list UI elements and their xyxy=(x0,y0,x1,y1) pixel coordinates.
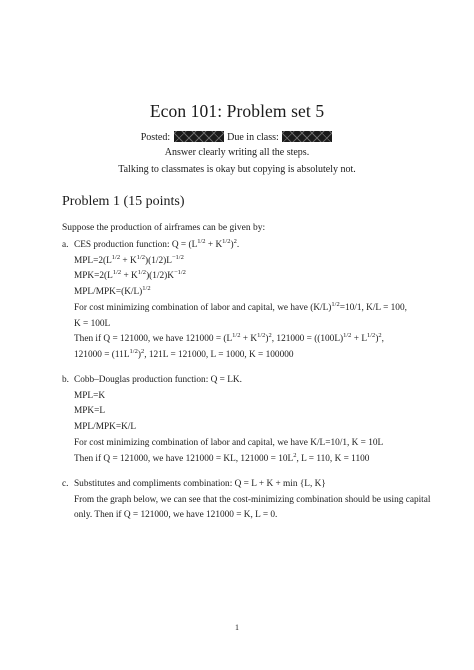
part-a-label: a. xyxy=(62,240,69,250)
redacted-posted-date xyxy=(174,131,224,142)
part-a-line-5: For cost minimizing combination of labor and capital, we have $(K/L)^{1/2}=10/1$, K/L = 100, xyxy=(74,300,407,313)
part-b-line-2: MPL=K xyxy=(74,390,106,401)
part-c-label: c. xyxy=(62,479,69,489)
instruction-line-2: Talking to classmates is okay but copying is absolutely not. xyxy=(118,164,356,175)
part-c-line-2: From the graph below, we can see that the cost-minimizing combination should be using capital xyxy=(74,494,431,505)
part-a-line-7: Then if Q = 121000, we have $121000 = (L^{1/2} + K^{1/2})^2$, $121000 = ((100L)^{1/2} + L^{1/2})^2$, xyxy=(74,332,384,345)
problem-1-intro: Suppose the production of airframes can be given by: xyxy=(62,223,266,233)
redacted-due-date xyxy=(282,131,332,142)
part-b-line-1: Cobb–Douglas production function: Q = LK. xyxy=(74,375,242,385)
part-a-line-4: MPL/$MPK=(K/L)^{1/2}$ xyxy=(74,285,151,298)
part-c-line-1: Substitutes and compliments combination: Q = L + K + min {L, K} xyxy=(74,479,326,489)
part-a-line-2: $MPL=2(L^{1/2} + K^{1/2})(1/2)L^{-1/2}$ xyxy=(74,253,184,266)
part-b-line-5: For cost minimizing combination of labor and capital, we have K/L=10/1, K = 10L xyxy=(74,437,384,448)
part-a-line-6: K = 100L xyxy=(74,318,111,329)
part-a-line-1: CES production function: $Q = (L^{1/2} + K^{1/2})^2$. xyxy=(74,237,240,250)
instruction-line-1: Answer clearly writing all the steps. xyxy=(164,147,310,158)
part-c xyxy=(62,477,434,524)
part-b-line-4: MPL/MPK=K/L xyxy=(74,422,137,433)
part-b-line-6: Then if Q = 121000, we have 121000 = KL, $121000 = 10L^2$, L = 110, K = 1100 xyxy=(74,451,370,464)
part-a xyxy=(62,237,434,364)
part-b-label: b. xyxy=(62,375,69,385)
problem-1-heading: Problem 1 (15 points) xyxy=(62,194,185,209)
due-label: Due in class: xyxy=(227,132,279,143)
posted-label: Posted: xyxy=(140,132,171,143)
page-number: 1 xyxy=(235,623,239,632)
posted-line xyxy=(0,131,474,144)
part-b-line-3: MPK=L xyxy=(74,406,106,417)
part-a-line-8: $121000 = (11L^{1/2})^2$, 121L = 121000, L = 1000, K = 100000 xyxy=(74,347,294,360)
part-c-line-3: only. Then if Q = 121000, we have 121000 = K, L = 0. xyxy=(74,510,278,521)
part-b xyxy=(62,373,434,467)
part-a-line-3: $MPK=2(L^{1/2} + K^{1/2})(1/2)K^{-1/2}$ xyxy=(74,269,186,282)
document-title: Econ 101: Problem set 5 xyxy=(149,101,325,121)
